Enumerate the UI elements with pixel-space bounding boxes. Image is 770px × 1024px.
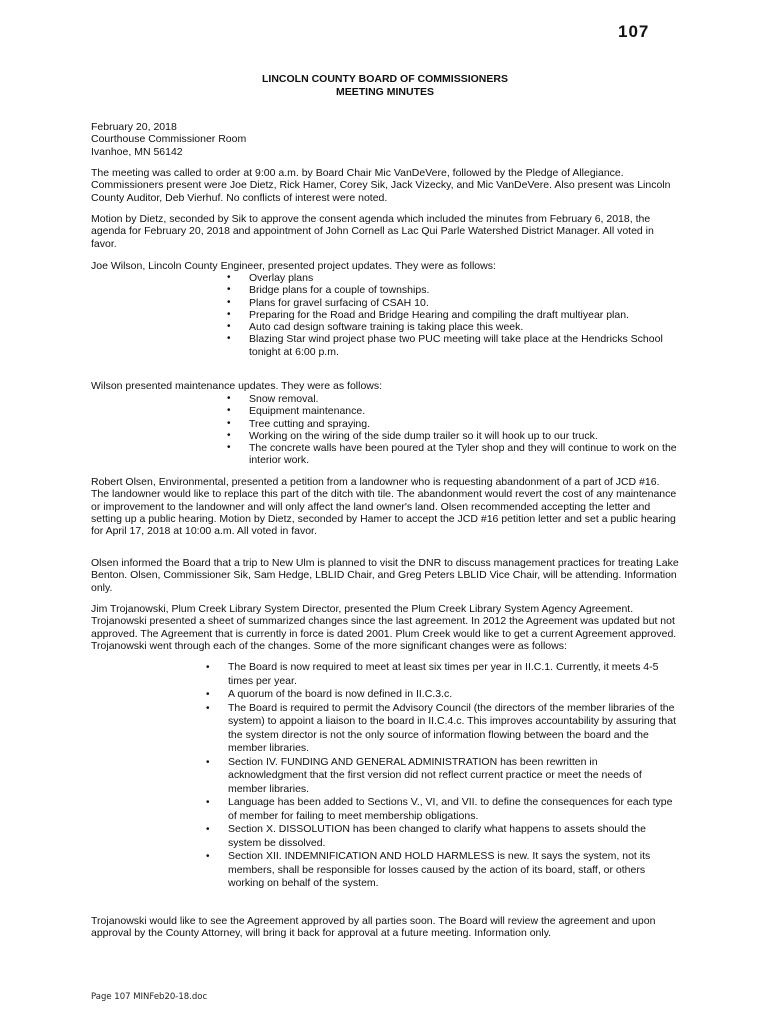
list-item: • The concrete walls have been poured at the Tyler shop and they will continue to work on the interior work. <box>249 442 679 467</box>
list-item: • Section IV. FUNDING AND GENERAL ADMINISTRATION has been rewritten in acknowledgment that the first version did not reflect current practice or meet the needs of member libraries. <box>228 756 679 797</box>
list-item: • Preparing for the Road and Bridge Hearing and compiling the draft multiyear plan. <box>249 309 679 321</box>
list-item: • The Board is required to permit the Advisory Council (the directors of the member libraries of the system) to appoint a liaison to the board in II.C.4.c. This improves accountability by assuring that the system director is not the only source of information flowing between the board and the member libraries. <box>228 702 679 756</box>
paragraph-call-to-order: The meeting was called to order at 9:00 a.m. by Board Chair Mic VanDeVere, followed by the Pledge of Allegiance. Commissioners present were Joe Dietz, Rick Hamer, Corey Sik, Jack Vizecky, and Mic VanDeVere. Also present was Lincoln County Auditor, Deb Vierhuf. No conflicts of interest were noted. <box>91 167 671 204</box>
list-item: • Overlay plans <box>249 272 679 284</box>
list-item: • The Board is now required to meet at least six times per year in II.C.1. Currently, it meets 4-5 times per year. <box>228 661 679 688</box>
meeting-location: Ivanhoe, MN 56142 <box>91 145 183 158</box>
project-updates-list <box>249 272 679 358</box>
document-subtitle: MEETING MINUTES <box>335 86 434 98</box>
list-item: • Plans for gravel surfacing of CSAH 10. <box>249 297 679 309</box>
list-item: • Equipment maintenance. <box>249 405 679 417</box>
page-number: 107 <box>618 22 650 41</box>
list-item: • Working on the wiring of the side dump trailer so it will hook up to our truck. <box>249 430 679 442</box>
library-changes-list <box>228 661 679 891</box>
list-item: • Language has been added to Sections V., VI, and VII. to define the consequences for each type of member for failing to meet membership obligations. <box>228 796 679 823</box>
paragraph-library: Jim Trojanowski, Plum Creek Library System Director, presented the Plum Creek Library System Agency Agreement. Trojanowski presented a sheet of summarized changes since the last agreement. In 2012 the Agreement was updated but not approved. The Agreement that is currently in force is dated 2001. Plum Creek would like to get a current Agreement approved. Trojanowski went through each of the changes. Some of the more significant changes were as follows: <box>91 603 677 652</box>
paragraph-maintenance-intro: Wilson presented maintenance updates. They were as follows: <box>91 380 383 392</box>
list-item: • Section XII. INDEMNIFICATION AND HOLD HARMLESS is new. It says the system, not its members, shall be responsible for losses caused by the action of its board, staff, or others working on behalf of the system. <box>228 850 679 891</box>
list-item: • Auto cad design software training is taking place this week. <box>249 321 679 333</box>
paragraph-engineer-intro: Joe Wilson, Lincoln County Engineer, presented project updates. They were as follows: <box>91 260 496 272</box>
meeting-header <box>91 121 679 158</box>
list-item: • Snow removal. <box>249 393 679 405</box>
list-item: • A quorum of the board is now defined in II.C.3.c. <box>228 688 679 702</box>
page-footer: Page 107 MINFeb20-18.doc <box>91 992 208 1002</box>
paragraph-new-ulm: Olsen informed the Board that a trip to New Ulm is planned to visit the DNR to discuss management practices for treating Lake Benton. Olsen, Commissioner Sik, Sam Hedge, LBLID Chair, and Greg Peters LBLID Vice Chair, will be attending. Information only. <box>91 557 679 594</box>
list-item: • Section X. DISSOLUTION has been changed to clarify what happens to assets should the system be dissolved. <box>228 823 679 850</box>
meeting-date: February 20, 2018 <box>91 121 177 133</box>
document-title: LINCOLN COUNTY BOARD OF COMMISSIONERS <box>262 73 508 85</box>
paragraph-closing: Trojanowski would like to see the Agreement approved by all parties soon. The Board will review the agreement and upon approval by the County Attorney, will bring it back for approval at a future meeting. Information only. <box>91 915 656 940</box>
list-item: • Blazing Star wind project phase two PUC meeting will take place at the Hendricks School tonight at 6:00 p.m. <box>249 333 679 358</box>
maintenance-updates-list <box>249 393 679 467</box>
paragraph-environmental: Robert Olsen, Environmental, presented a petition from a landowner who is requesting abandonment of a part of JCD #16. The landowner would like to replace this part of the ditch with tile. The abandonment would revert the cost of any maintenance or improvement to the landowner and will only affect the land owner's land. Olsen recommended accepting the letter and setting up a public hearing. Motion by Dietz, seconded by Hamer to accept the JCD #16 petition letter and set a public hearing for April 17, 2018 at 10:00 a.m. All voted in favor. <box>91 476 677 538</box>
meeting-room: Courthouse Commissioner Room <box>91 133 247 146</box>
list-item: • Tree cutting and spraying. <box>249 418 679 430</box>
list-item: • Bridge plans for a couple of townships. <box>249 284 679 296</box>
paragraph-consent-agenda: Motion by Dietz, seconded by Sik to approve the consent agenda which included the minutes from February 6, 2018, the agenda for February 20, 2018 and appointment of John Cornell as Lac Qui Parle Watershed District Manager. All voted in favor. <box>91 213 654 250</box>
